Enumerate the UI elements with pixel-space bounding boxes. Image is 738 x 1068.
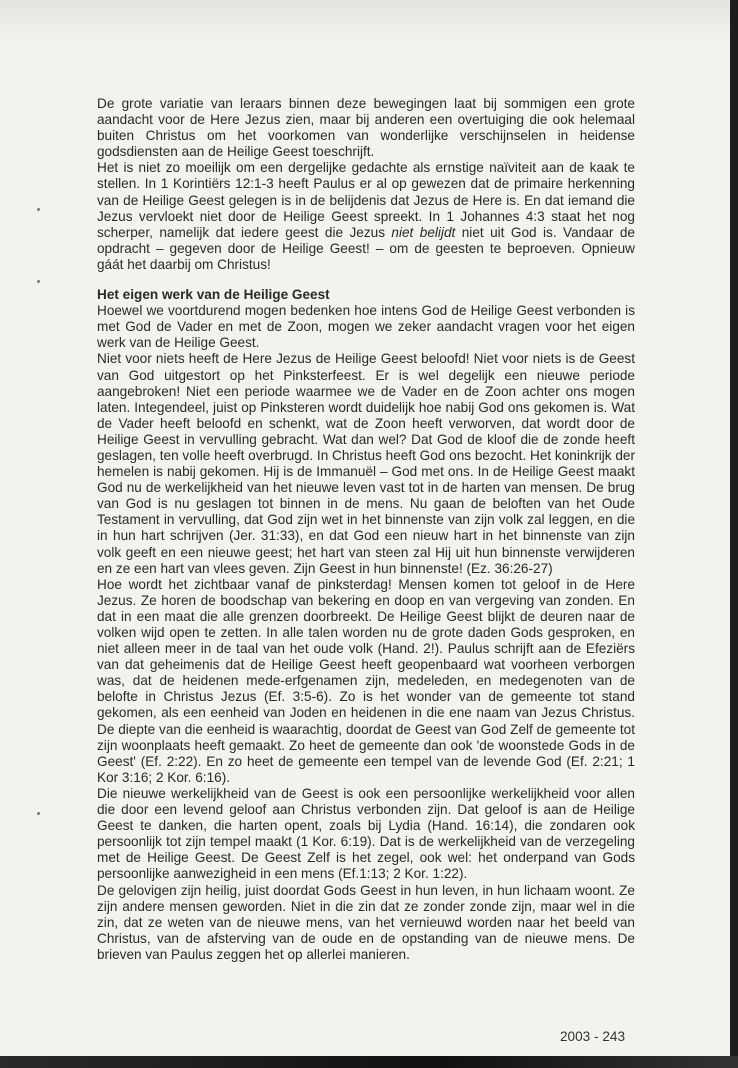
scan-edge-bottom — [0, 1056, 738, 1068]
document-body — [97, 96, 635, 963]
scan-shadow-top — [0, 0, 738, 40]
paragraph: Die nieuwe werkelijkheid van de Geest is ook een persoonlijke werkelijkheid voor allen die door een levend geloof aan Christus verbonden zijn. Dat geloof is aan de Heilige Geest te danken, die harten opent, zoals bij Lydia (Hand. 16:14), die zondaren ook persoonlijk tot zijn tempel maakt (1 Kor. 6:19). Dat is de werkelijkheid van de verzegeling met de Heilige Geest. De Geest Zelf is het zegel, ook wel: het onderpand van Gods persoonlijke aanwezigheid in een mens (Ef.1:13; 2 Kor. 1:22). — [97, 785, 635, 882]
emphasis-text: niet belijdt — [391, 224, 456, 240]
paragraph: De grote variatie van leraars binnen deze bewegingen laat bij sommigen een grote aandacht voor de Here Jezus zien, maar bij anderen een overtuiging die ook helemaal buiten Christus om het voorkomen van wonderlijke verschijnselen in heidense godsdiensten aan de Heilige Geest toeschrijft. — [97, 96, 635, 160]
page-number: 2003 - 243 — [560, 1029, 626, 1044]
paragraph: Hoe wordt het zichtbaar vanaf de pinksterdag! Mensen komen tot geloof in de Here Jezus. Ze horen de boodschap van bekering en doop en van vergeving van zonden. En dat in een maat die alle grenzen doorbreekt. De Heilige Geest blijkt de deuren naar de volken wijd open te zetten. In alle talen worden nu de grote daden Gods gesproken, en niet alleen meer in de taal van het oude volk (Hand. 2!). Paulus schrijft aan de Efeziërs van dat geheimenis dat de Heilige Geest heeft geopenbaard wat voorheen verborgen was, dat de heidenen mede-erfgenamen zijn, medeleden, en medegenoten van de belofte in Christus Jezus (Ef. 3:5-6). Zo is het wonder van de gemeente tot stand gekomen, als een eenheid van Joden en heidenen in die ene naam van Jezus Christus. De diepte van die eenheid is waarachtig, doordat de Geest van God Zelf de gemeente tot zijn woonplaats heeft gemaakt. Zo heet de gemeente dan ook 'de woonstede Gods in de Geest' (Ef. 2:22). En zo heet de gemeente een tempel van de levende God (Ef. 2:21; 1 Kor 3:16; 2 Kor. 6:16). — [97, 576, 635, 785]
paragraph: De gelovigen zijn heilig, juist doordat Gods Geest in hun leven, in hun lichaam woont. Ze zijn andere mensen geworden. Niet in die zin dat ze zonder zonde zijn, maar wel in die zin, dat ze weten van de nieuwe mens, van het vernieuwd worden naar het beeld van Christus, van de afsterving van de oude en de opstanding van de nieuwe mens. De brieven van Paulus zeggen het op allerlei manieren. — [97, 882, 635, 962]
paragraph: Hoewel we voortdurend mogen bedenken hoe intens God de Heilige Geest verbonden is met God de Vader en met de Zoon, mogen we zeker aandacht vragen voor het eigen werk van de Heilige Geest. — [97, 303, 635, 351]
paragraph — [97, 160, 635, 273]
scan-speck — [37, 280, 40, 283]
scan-speck — [37, 208, 40, 211]
section-heading: Het eigen werk van de Heilige Geest — [97, 287, 330, 303]
paragraph-text: Het is niet zo moeilijk om een dergelijke gedachte als ernstige naïviteit aan de kaak te stellen. In 1 Korintiërs 12:1-3 heeft Paulus er al op gewezen dat de primaire herkenning van de Heilige Geest gelegen is in de belijdenis dat Jezus de Here is. En dat iemand die Jezus vervloekt niet door de Heilige Geest spreekt. In 1 Johannes 4:3 staat het nog scherper, namelijk dat iedere geest die Jezus — [97, 160, 635, 240]
scan-speck — [37, 812, 40, 815]
scan-edge-right — [730, 0, 738, 1068]
paragraph-text: niet uit God is. Vandaar de opdracht – gegeven door de Heilige Geest! – om de geesten te beproeven. Opnieuw gáát het daarbij om Christus! — [97, 224, 635, 272]
paragraph: Niet voor niets heeft de Here Jezus de Heilige Geest beloofd! Niet voor niets is de Geest van God uitgestort op het Pinksterfeest. Er is wel degelijk een nieuwe periode aangebroken! Niet een periode waarmee we de Vader en de Zoon achter ons mogen laten. Integendeel, juist op Pinksteren wordt duidelijk hoe nabij God ons gekomen is. Wat de Vader heeft beloofd en schenkt, wat de Zoon heeft verworven, dat wordt door de Heilige Geest in vervulling gebracht. Wat dan wel? Dat God de kloof die de zonde heeft geslagen, ten volle heeft overbrugd. In Christus heeft God ons bezocht. Het koninkrijk der hemelen is nabij gekomen. Hij is de Immanuël – God met ons. In de Heilige Geest maakt God nu de werkelijkheid van het nieuwe leven vast tot in de harten van mensen. De brug van God is nu geslagen tot binnen in de mens. Nu gaan de beloften van het Oude Testament in vervulling, dat God zijn wet in het binnenste van zijn volk zal leggen, en die in hun hart schrijven (Jer. 31:33), en dat God een nieuw hart in het binnenste van zijn volk geeft en een nieuwe geest; het hart van steen zal Hij uit hun binnenste verwijderen en ze een hart van vlees geven. Zijn Geest in hun binnenste! (Ez. 36:26-27) — [97, 351, 636, 576]
